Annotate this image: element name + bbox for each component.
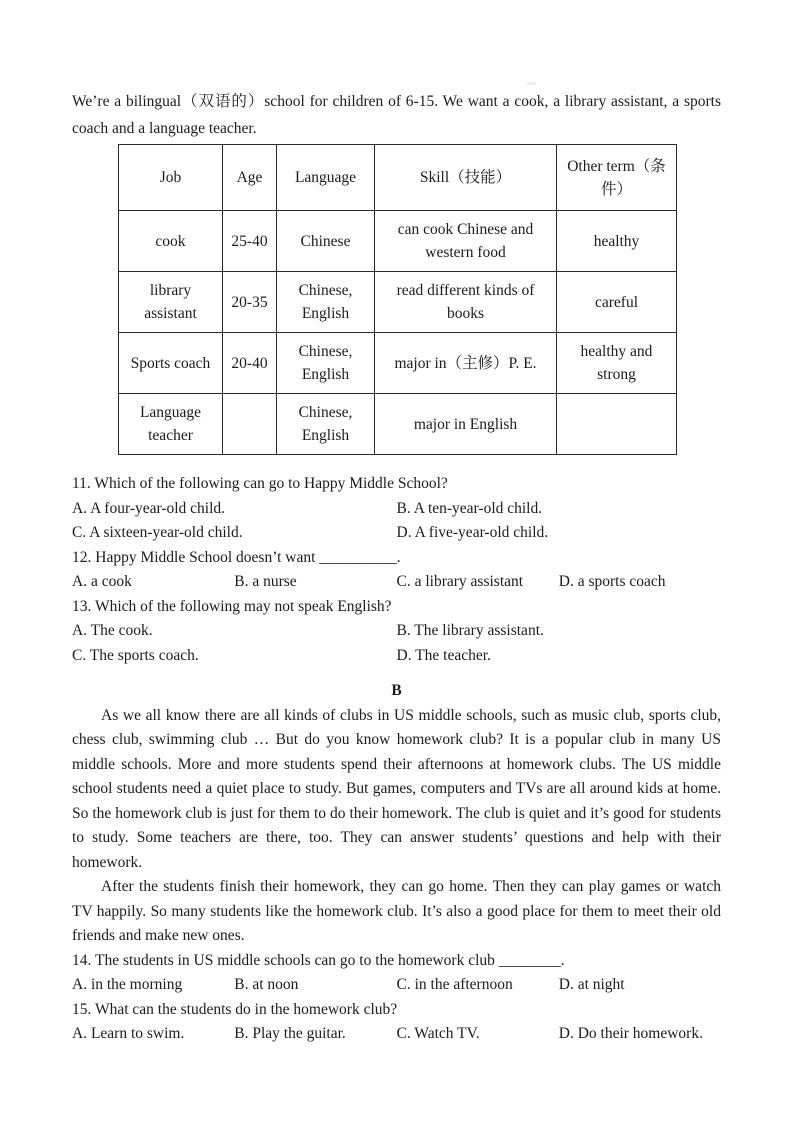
option-14-b: B. at noon — [234, 976, 299, 993]
option-11-a: A. A four-year-old child. — [72, 499, 226, 517]
option-12-b: B. a nurse — [234, 573, 297, 590]
option-13-b: B. The library assistant. — [396, 622, 544, 639]
cell-skill: can cook Chinese and western food — [375, 211, 557, 272]
question-14 — [72, 949, 721, 998]
option-13-c: C. The sports coach. — [72, 646, 199, 664]
cell-age — [223, 394, 277, 455]
cell-skill: major in（主修）P. E. — [375, 333, 557, 394]
cell-job: Language teacher — [119, 394, 223, 455]
option-15-c: C. Watch TV. — [396, 1025, 480, 1042]
cell-language: Chinese, English — [277, 272, 375, 333]
cell-language: Chinese, English — [277, 333, 375, 394]
table-row-cook — [119, 211, 677, 272]
option-12-d: D. a sports coach — [558, 573, 666, 590]
question-15 — [72, 998, 721, 1047]
question-13-text: 13. Which of the following may not speak English? — [72, 597, 392, 615]
option-13-a: A. The cook. — [72, 622, 153, 639]
table-row-language-teacher — [119, 394, 677, 455]
cell-age: 25-40 — [223, 211, 277, 272]
option-11-c: C. A sixteen-year-old child. — [72, 524, 243, 541]
table-header-row — [119, 145, 677, 211]
jobs-table — [118, 144, 677, 455]
option-15-d: D. Do their homework. — [558, 1025, 703, 1042]
option-12-c: C. a library assistant — [396, 573, 524, 590]
option-11-b: B. A ten-year-old child. — [396, 499, 543, 517]
intro-paragraph: We’re a bilingual（双语的）school for children of 6-15. We want a cook, a library assistant, a sports coach and a language teacher. — [72, 93, 721, 137]
questions-section-b — [72, 949, 721, 1047]
option-13-d: D. The teacher. — [396, 646, 491, 664]
option-11-d: D. A five-year-old child. — [396, 524, 549, 541]
option-14-c: C. in the afternoon — [396, 976, 513, 993]
question-11-options — [72, 497, 721, 546]
option-15-b: B. Play the guitar. — [234, 1025, 346, 1042]
cell-language: Chinese, English — [277, 394, 375, 455]
cell-job: cook — [119, 211, 223, 272]
question-14-options — [72, 973, 721, 998]
table-row-sports-coach — [119, 333, 677, 394]
header-age: Age — [223, 145, 277, 211]
header-job: Job — [119, 145, 223, 211]
cell-age: 20-35 — [223, 272, 277, 333]
question-11-text: 11. Which of the following can go to Happy Middle School? — [72, 475, 448, 492]
question-15-text: 15. What can the students do in the homework club? — [72, 1000, 398, 1018]
cell-other-term: healthy — [557, 211, 677, 272]
cell-other-term: healthy and strong — [557, 333, 677, 394]
questions-section-a — [72, 472, 721, 668]
section-b-heading: B — [391, 682, 402, 699]
question-13 — [72, 595, 721, 669]
cell-language: Chinese — [277, 211, 375, 272]
question-12 — [72, 546, 721, 595]
passage-b — [72, 704, 721, 949]
question-15-options — [72, 1022, 721, 1047]
question-14-text: 14. The students in US middle schools can go to the homework club ________. — [72, 951, 565, 969]
scan-artifact — [527, 82, 536, 85]
page-content — [72, 88, 721, 1047]
cell-other-term: careful — [557, 272, 677, 333]
table-row-library-assistant — [119, 272, 677, 333]
option-14-a: A. in the morning — [72, 976, 183, 993]
cell-job: Sports coach — [119, 333, 223, 394]
option-12-a: A. a cook — [72, 573, 132, 590]
question-12-text: 12. Happy Middle School doesn’t want __________. — [72, 548, 401, 566]
option-14-d: D. at night — [558, 976, 625, 993]
header-language: Language — [277, 145, 375, 211]
header-skill: Skill（技能） — [375, 145, 557, 211]
cell-other-term — [557, 394, 677, 455]
cell-age: 20-40 — [223, 333, 277, 394]
option-15-a: A. Learn to swim. — [72, 1025, 185, 1042]
header-other-term: Other term（条件） — [557, 145, 677, 211]
cell-skill: read different kinds of books — [375, 272, 557, 333]
cell-skill: major in English — [375, 394, 557, 455]
question-13-options — [72, 619, 721, 668]
passage-b-paragraph-1: As we all know there are all kinds of clubs in US middle schools, such as music club, sports club, chess club, swimming club … But do you know homework club? It is a popular club in many US middle schools. More and more students spend their afternoons at homework clubs. The US middle school students need a quiet place to study. But games, computers and TVs are all around kids at home. So the homework club is just for them to do their homework. The club is quiet and it’s good for students to study. Some teachers are there, too. They can answer students’ questions and help with their homework. — [72, 706, 721, 871]
passage-b-paragraph-2: After the students finish their homework, they can go home. Then they can play games or watch TV happily. So many students like the homework club. It’s also a good place for them to meet their old friends and make new ones. — [72, 878, 721, 944]
question-12-options — [72, 570, 721, 595]
cell-job: library assistant — [119, 272, 223, 333]
question-11 — [72, 472, 721, 546]
